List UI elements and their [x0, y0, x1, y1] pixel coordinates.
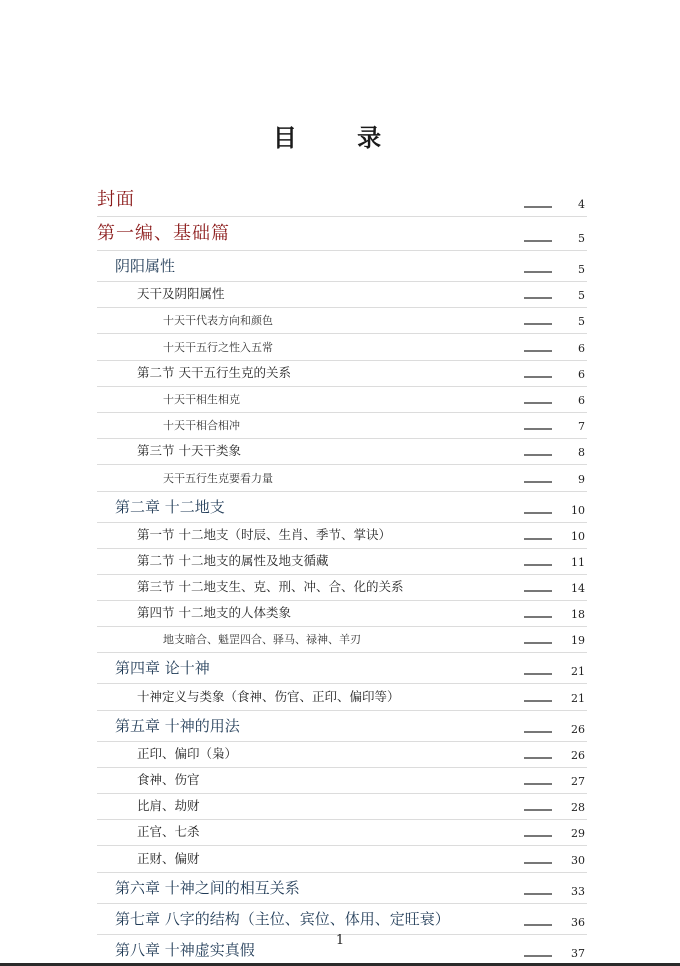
- toc-entry-page: 5: [578, 315, 585, 329]
- toc-entry[interactable]: [97, 768, 587, 794]
- toc-leader-line: [524, 862, 552, 864]
- toc-entry[interactable]: [97, 846, 587, 872]
- toc-leader-line: [524, 893, 552, 895]
- page-title: 目 录: [272, 124, 408, 152]
- toc-entry-page: 11: [571, 555, 585, 569]
- toc-entry-title: 第三节 十二地支生、克、刑、冲、合、化的关系: [137, 579, 404, 595]
- toc-entry-page: 6: [578, 341, 585, 355]
- toc-entry[interactable]: [97, 627, 587, 653]
- toc-entry-title: 十天干代表方向和颜色: [163, 314, 273, 328]
- toc-entry-page: 8: [578, 446, 585, 460]
- toc-entry-title: 第五章 十神的用法: [115, 716, 240, 735]
- toc-leader-line: [524, 512, 552, 514]
- toc-entry[interactable]: [97, 820, 587, 846]
- toc-leader-line: [524, 955, 552, 957]
- toc-leader-line: [524, 700, 552, 702]
- toc-entry-page: 10: [571, 529, 585, 543]
- toc-leader-line: [524, 454, 552, 456]
- toc-leader-line: [524, 616, 552, 618]
- toc-leader-line: [524, 564, 552, 566]
- toc-entry[interactable]: [97, 523, 587, 549]
- toc-entry-title: 阴阳属性: [115, 257, 176, 275]
- toc-leader-line: [524, 783, 552, 785]
- toc-leader-line: [524, 481, 552, 483]
- toc-entry[interactable]: [97, 183, 587, 217]
- toc-leader-line: [524, 642, 552, 644]
- toc-entry[interactable]: [97, 413, 587, 439]
- toc-entry[interactable]: [97, 492, 587, 523]
- toc-entry-page: 30: [571, 853, 585, 867]
- toc-entry[interactable]: [97, 575, 587, 601]
- toc-entry-page: 29: [571, 827, 585, 841]
- toc-entry-page: 37: [571, 946, 585, 960]
- toc-entry-page: 33: [571, 884, 585, 898]
- toc-entry-title: 第七章 八字的结构（主位、宾位、体用、定旺衰）: [115, 909, 450, 928]
- toc-entry-title: 第六章 十神之间的相互关系: [115, 878, 300, 897]
- toc-entry[interactable]: [97, 711, 587, 742]
- toc-entry-title: 第二节 十二地支的属性及地支循藏: [137, 552, 329, 568]
- toc-entry-page: 21: [571, 665, 585, 679]
- toc-entry-page: 5: [578, 263, 585, 276]
- toc-entry-page: 27: [571, 775, 585, 788]
- toc-entry-title: 第一节 十二地支（时辰、生肖、季节、掌诀）: [137, 526, 391, 542]
- toc-leader-line: [524, 271, 552, 273]
- toc-leader-line: [524, 323, 552, 325]
- toc-entry[interactable]: [97, 282, 587, 308]
- toc-leader-line: [524, 590, 552, 592]
- toc-leader-line: [524, 809, 552, 811]
- toc-entry-page: 14: [571, 582, 585, 596]
- toc-entry-page: 9: [578, 472, 585, 486]
- toc-leader-line: [524, 240, 552, 242]
- toc-entry[interactable]: [97, 387, 587, 413]
- toc-entry[interactable]: [97, 873, 587, 904]
- toc-entry-page: 7: [578, 420, 585, 434]
- toc-leader-line: [524, 757, 552, 759]
- toc-leader-line: [524, 673, 552, 675]
- toc-leader-line: [524, 924, 552, 926]
- toc-entry-page: 26: [571, 722, 585, 736]
- toc-entry[interactable]: [97, 601, 587, 627]
- toc-leader-line: [524, 835, 552, 837]
- toc-leader-line: [524, 538, 552, 540]
- toc-entry-page: 6: [578, 367, 585, 381]
- toc-entry-page: 19: [571, 634, 585, 648]
- toc-entry[interactable]: [97, 549, 587, 575]
- toc-entry[interactable]: [97, 361, 587, 387]
- toc-entry-title: 十天干五行之性入五常: [163, 340, 273, 354]
- toc-entry[interactable]: [97, 904, 587, 935]
- toc-entry[interactable]: [97, 251, 587, 282]
- toc-leader-line: [524, 206, 552, 208]
- toc-entry-title: 正官、七杀: [137, 824, 200, 840]
- toc-entry-title: 十天干相生相克: [163, 392, 240, 406]
- toc-entry-page: 21: [571, 691, 585, 705]
- toc-leader-line: [524, 428, 552, 430]
- toc-entry-page: 36: [571, 915, 585, 929]
- toc-entry-title: 地支暗合、魁罡四合、驿马、禄神、羊刃: [163, 633, 361, 647]
- toc-entry[interactable]: [97, 308, 587, 334]
- toc-entry-title: 第四节 十二地支的人体类象: [137, 605, 291, 621]
- toc-entry-title: 第三节 十天干类象: [137, 443, 241, 459]
- toc-leader-line: [524, 350, 552, 352]
- toc-entry[interactable]: [97, 653, 587, 684]
- toc-entry-title: 第八章 十神虚实真假: [115, 940, 255, 959]
- toc-leader-line: [524, 731, 552, 733]
- toc-entry-title: 天干及阴阳属性: [137, 286, 225, 302]
- toc-entry-title: 第二节 天干五行生克的关系: [137, 364, 291, 380]
- toc-entry[interactable]: [97, 217, 587, 251]
- toc-entry-title: 天干五行生克要看力量: [163, 471, 273, 485]
- table-of-contents: [97, 183, 587, 966]
- toc-entry[interactable]: [97, 794, 587, 820]
- toc-entry-title: 十天干相合相冲: [163, 419, 240, 433]
- toc-leader-line: [524, 376, 552, 378]
- toc-entry-page: 4: [578, 198, 585, 211]
- toc-entry-page: 5: [578, 289, 585, 303]
- toc-entry[interactable]: [97, 684, 587, 710]
- toc-entry-title: 第四章 论十神: [115, 659, 210, 678]
- toc-leader-line: [524, 297, 552, 299]
- toc-entry-title: 正财、偏财: [137, 850, 200, 866]
- toc-entry-page: 28: [571, 801, 585, 815]
- toc-entry-page: 10: [571, 503, 585, 517]
- toc-entry[interactable]: [97, 439, 587, 465]
- toc-entry-title: 第二章 十二地支: [115, 497, 225, 516]
- toc-leader-line: [524, 402, 552, 404]
- toc-entry[interactable]: [97, 742, 587, 768]
- toc-entry-title: 第一编、基础篇: [97, 223, 230, 244]
- toc-entry[interactable]: [97, 465, 587, 491]
- toc-entry[interactable]: [97, 334, 587, 360]
- toc-entry-page: 26: [571, 748, 585, 762]
- toc-entry-title: 正印、偏印（枭）: [137, 745, 238, 761]
- toc-entry-title: 封面: [97, 189, 135, 210]
- toc-entry-title: 十神定义与类象（食神、伤官、正印、偏印等）: [137, 688, 400, 704]
- toc-entry-title: 比肩、劫财: [137, 798, 200, 814]
- toc-entry-page: 18: [571, 608, 585, 622]
- toc-entry-title: 食神、伤官: [137, 772, 200, 787]
- toc-entry-page: 5: [578, 232, 585, 245]
- page-number: 1: [335, 933, 345, 948]
- toc-entry-page: 6: [578, 393, 585, 407]
